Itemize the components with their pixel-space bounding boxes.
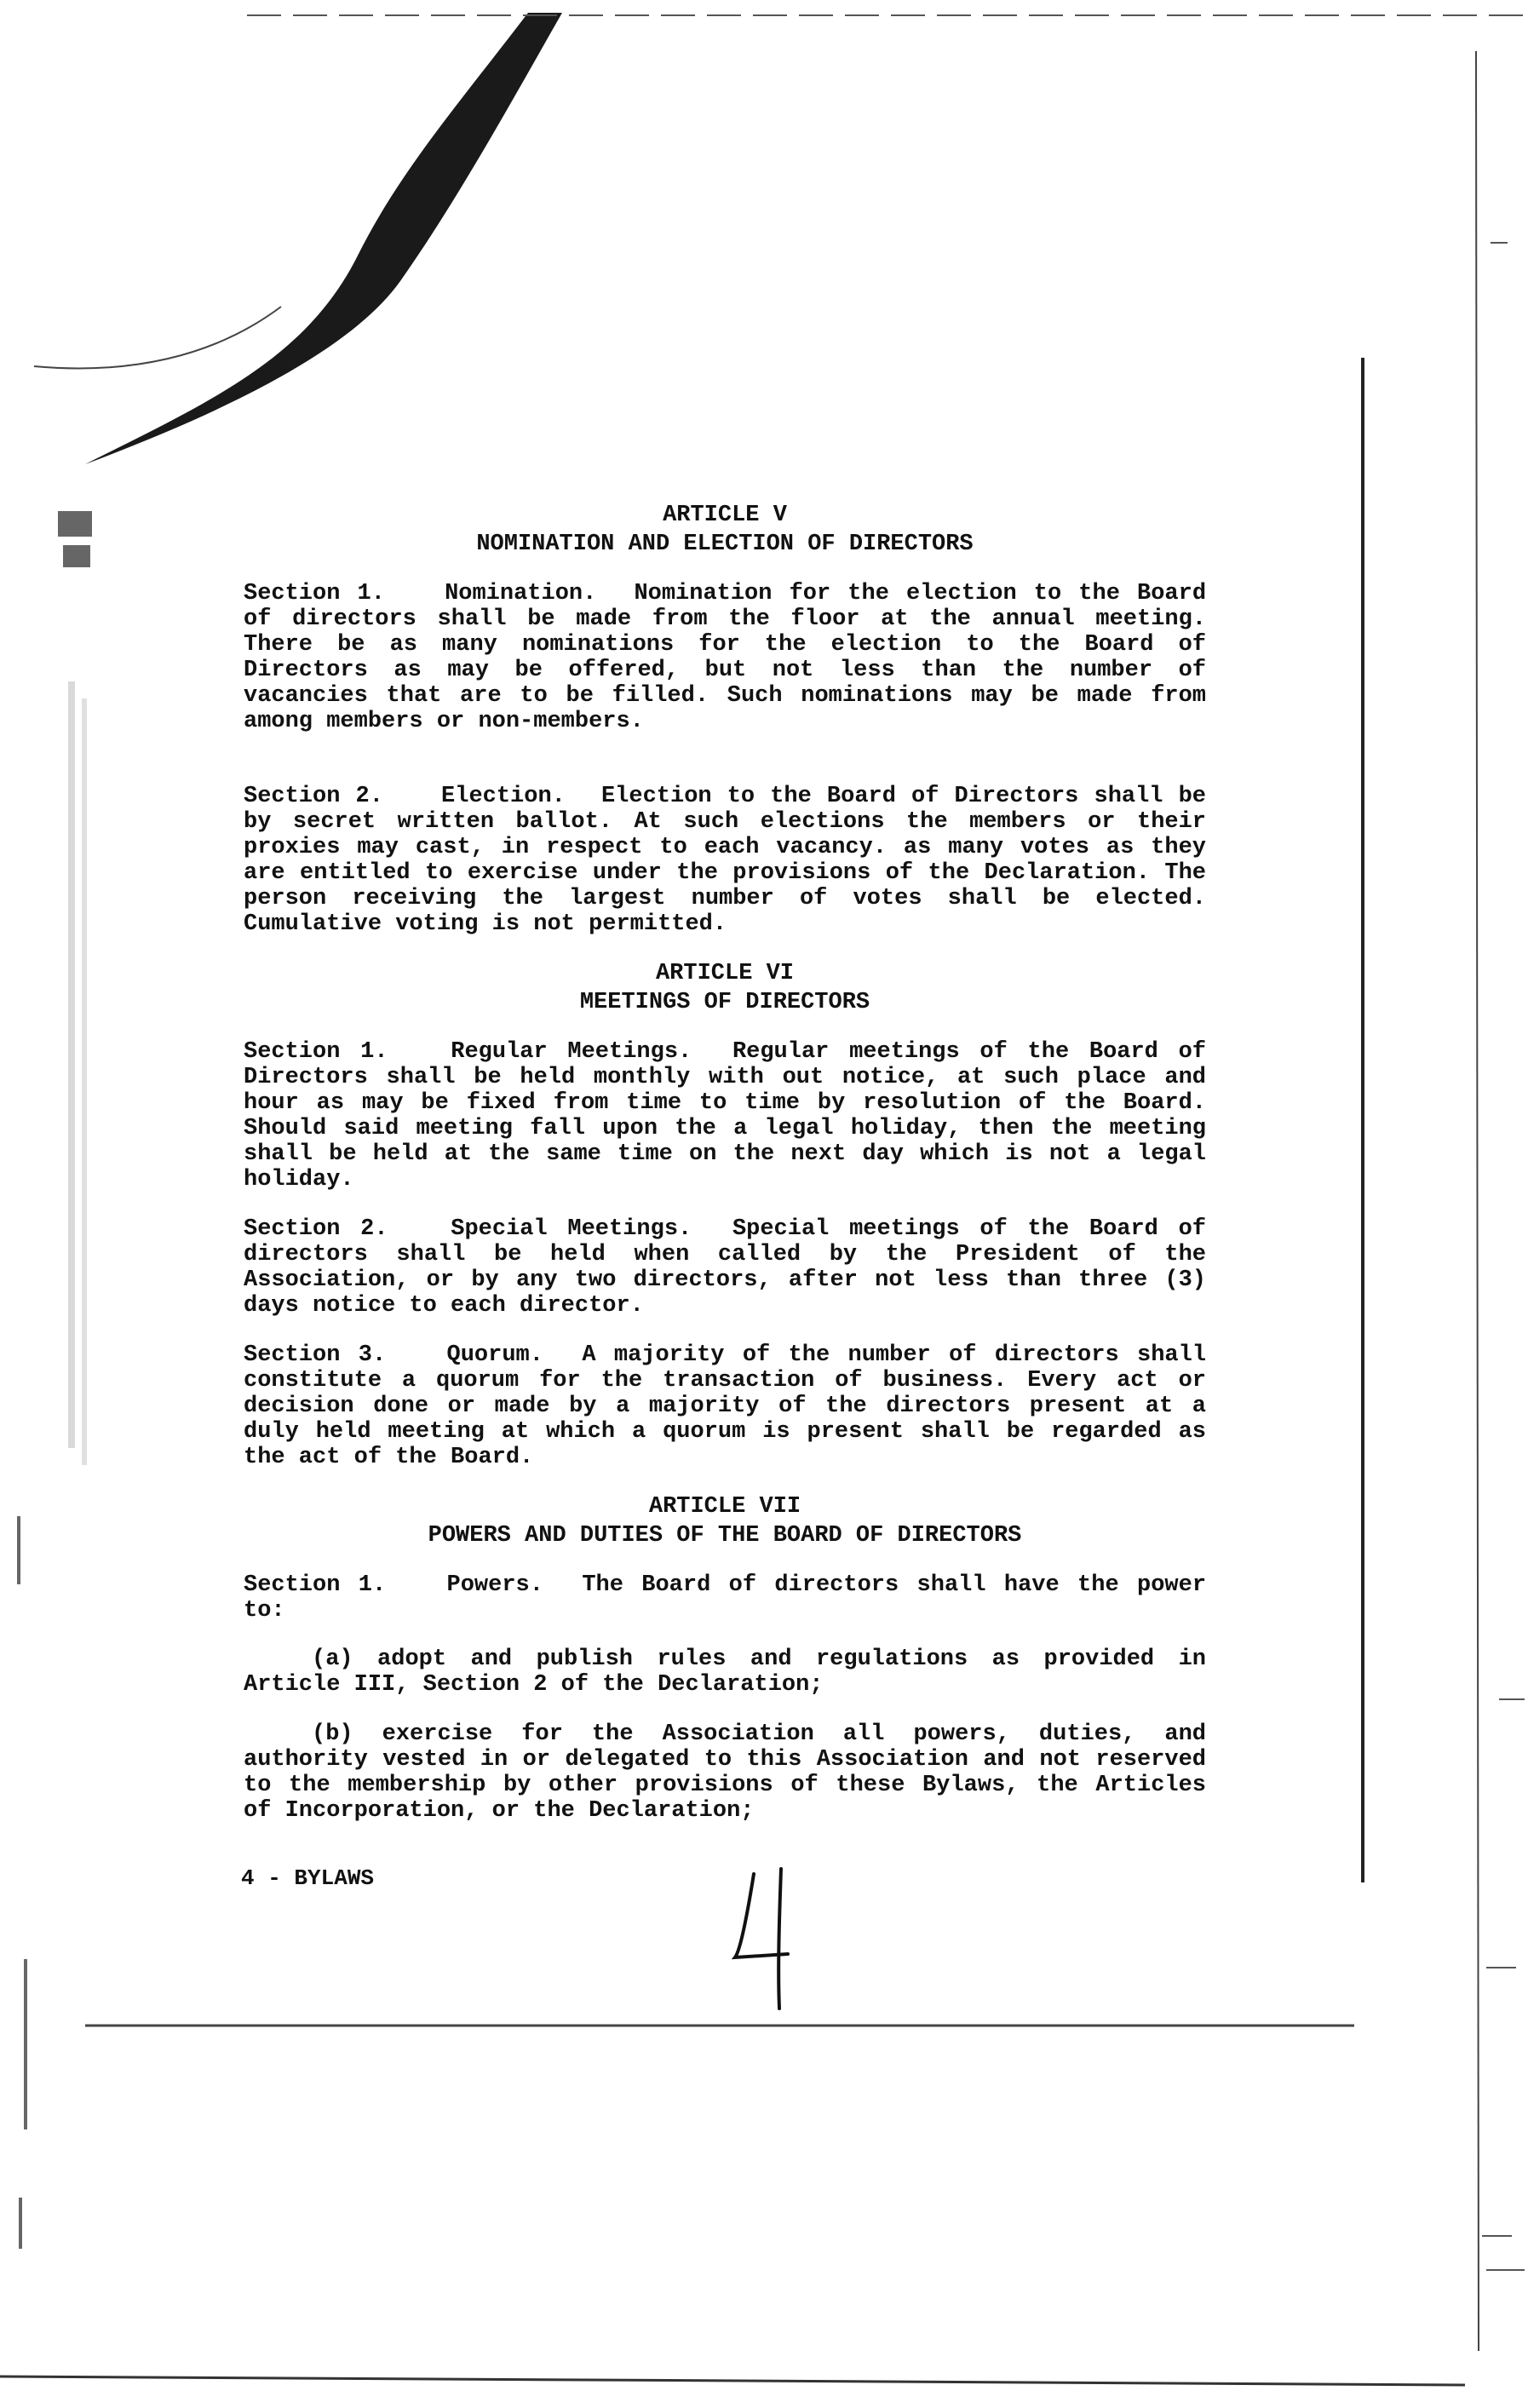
section-heading: Election. — [441, 784, 566, 809]
document-body — [244, 503, 1206, 1847]
section-text: A majority of the number of directors shall constitute a quorum for the transaction of business. Every act or decision done or made by a majority of the directors present at a duly held meeting at which a quorum is present shall be regarded as the act of the Board. — [244, 1342, 1207, 1470]
article-v-subtitle: NOMINATION AND ELECTION OF DIRECTORS — [476, 532, 974, 557]
section-heading: Special Meetings. — [451, 1216, 692, 1242]
section-label: Section 2. — [244, 784, 383, 809]
left-margin-speckles — [17, 511, 92, 2249]
article-vi-subtitle: MEETINGS OF DIRECTORS — [579, 990, 870, 1015]
section-text: Special meetings of the Board of directors shall be held when called by the President of the Association, or by any two directors, after not less than three (3) days notice to each director. — [244, 1216, 1207, 1319]
article-v-section-1 — [244, 581, 1206, 734]
section-label: Section 2. — [244, 1216, 388, 1242]
section-text: Nomination for the election to the Board of directors shall be made from the floor at the annual meeting. There be as many nominations for the election to the Board of Directors as may be offered, but not less than the number of vacancies that are to be filled. Such nominations may be made from among members or non-members. — [244, 581, 1207, 734]
article-vi-section-3 — [244, 1342, 1206, 1470]
article-vi-section-2 — [244, 1216, 1206, 1319]
section-heading: Nomination. — [445, 581, 597, 606]
section-label: Section 3. — [244, 1342, 387, 1368]
article-v-section-2 — [244, 784, 1206, 937]
section-heading: Regular Meetings. — [451, 1039, 692, 1065]
section-label: Section 1. — [244, 581, 385, 606]
lower-bottom-edge — [0, 2376, 1465, 2385]
article-vi-section-1 — [244, 1039, 1206, 1193]
section-heading: Powers. — [446, 1572, 543, 1598]
powers-item-a: (a) adopt and publish rules and regulations as provided in Article III, Section 2 of the Declaration; — [244, 1647, 1206, 1698]
section-heading: Quorum. — [446, 1342, 543, 1368]
article-vii-subtitle: POWERS AND DUTIES OF THE BOARD OF DIRECTORS — [428, 1523, 1022, 1549]
powers-item-b: (b) exercise for the Association all powers, duties, and authority vested in or delegated to this Association and not reserved to the membership by other provisions of these Bylaws, the Articles of Incorporation, or the Declaration; — [244, 1721, 1206, 1824]
article-vii-section-1 — [244, 1572, 1206, 1624]
section-label: Section 1. — [244, 1039, 388, 1065]
folded-corner-edge — [34, 307, 281, 368]
handwritten-page-number — [728, 1865, 805, 2010]
section-label: Section 1. — [244, 1572, 387, 1598]
right-outer-edge — [1476, 51, 1479, 2351]
section-text: The Board of directors shall have the power to: — [244, 1572, 1207, 1624]
article-vi-title: ARTICLE VI — [655, 961, 795, 986]
right-margin-marks — [1482, 243, 1525, 2270]
section-text: Regular meetings of the Board of Directors shall be held monthly with out notice, at such place and hour as may be fixed from time to time by resolution of the Board. Should said meeting fall upon the a legal holiday, then the meeting shall be held at the same time on the next day which is not a legal holiday. — [244, 1039, 1207, 1193]
section-text: Election to the Board of Directors shall be by secret written ballot. At such elections the members or their proxies may cast, in respect to each vacancy. as many votes as they are entitled to exercise under the provisions of the Declaration. The person receiving the largest number of votes shall be elected. Cumulative voting is not permitted. — [244, 784, 1207, 937]
article-vii-title: ARTICLE VII — [648, 1494, 801, 1520]
page-footer: 4 - BYLAWS — [241, 1865, 375, 1891]
folded-corner-shadow — [85, 13, 562, 464]
article-v-title: ARTICLE V — [663, 503, 787, 528]
